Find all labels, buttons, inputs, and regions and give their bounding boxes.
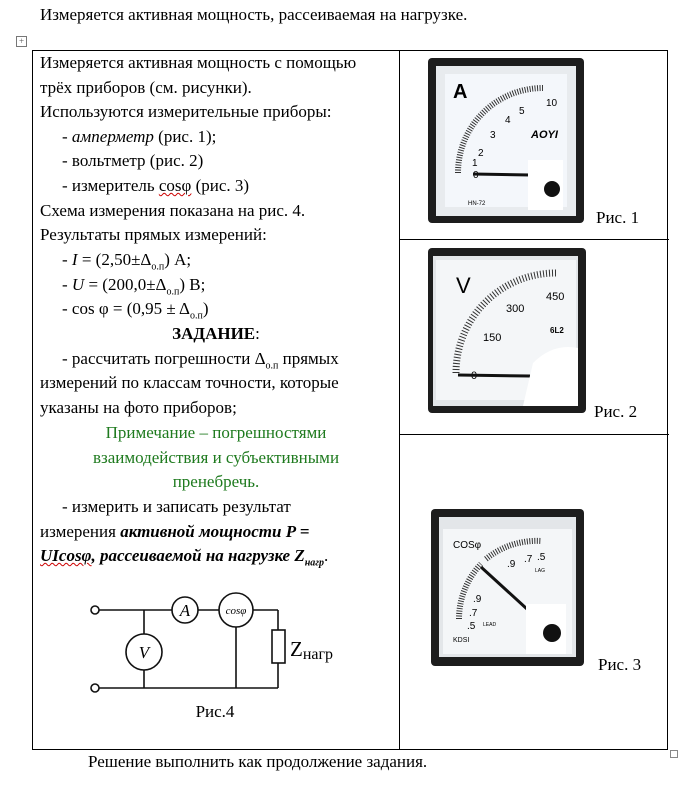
svg-text:3: 3 (490, 130, 496, 141)
load-label: Zнагр (290, 637, 334, 663)
text-line: - измеритель cosφ (рис. 3) (62, 176, 250, 195)
svg-text:2: 2 (478, 148, 484, 159)
text-line: - вольтметр (рис. 2) (62, 151, 204, 170)
table-move-handle[interactable]: + (16, 36, 27, 47)
figure-2-caption: Рис. 2 (594, 402, 638, 421)
closing-text: Решение выполнить как продолжение задания. (88, 752, 428, 771)
cosphi-meter-photo (431, 509, 584, 666)
text-line: Схема измерения показана на рис. 4. (40, 201, 306, 220)
svg-text:300: 300 (506, 303, 525, 315)
figure-4-caption: Рис.4 (195, 702, 235, 721)
intro-text: Измеряется активная мощность, рассеиваемая на нагрузке. (40, 5, 468, 24)
voltmeter-photo (428, 248, 586, 413)
svg-text:V: V (456, 273, 471, 298)
text-line: Используются измерительные приборы: (40, 102, 332, 121)
current-result: - $I = (2,50\pm\Delta_{о.п})$ А; (62, 250, 192, 273)
cosphi-label: cosφ (225, 605, 247, 617)
text-line: - рассчитать погрешности $\Delta_{о.п}$ прямых (62, 349, 339, 372)
voltage-result: - $U = (200,0\pm\Delta_{о.п})$ В; (62, 275, 206, 298)
svg-text:1: 1 (472, 158, 478, 169)
svg-text:10: 10 (546, 98, 558, 109)
text-line: указаны на фото приборов; (40, 398, 237, 417)
task-heading: ЗАДАНИЕ: (172, 324, 260, 343)
brand-logo: AOYI (531, 129, 558, 141)
note-line: взаимодействия и субъективными (92, 448, 340, 467)
svg-text:5: 5 (519, 106, 525, 117)
svg-text:.5: .5 (537, 552, 546, 563)
ammeter-label: A (179, 601, 191, 620)
svg-text:6L2: 6L2 (550, 326, 564, 335)
svg-text:.7: .7 (469, 608, 478, 619)
svg-text:.5: .5 (467, 621, 476, 632)
svg-text:450: 450 (546, 291, 565, 303)
input-terminal (91, 606, 99, 614)
voltmeter-label: V (138, 643, 150, 662)
svg-text:4: 4 (505, 115, 511, 126)
table-resize-handle[interactable] (670, 750, 678, 758)
text-line: - амперметр (рис. 1); (62, 127, 217, 146)
text-line: измерения активной мощности P = (40, 522, 310, 541)
text-line: трёх приборов (см. рисунки). (40, 78, 252, 97)
svg-text:COSφ: COSφ (453, 540, 482, 551)
svg-text:.9: .9 (473, 594, 482, 605)
cos-result: - $\cos \varphi = (0,95 \pm \Delta_{о.п})$ (62, 299, 209, 322)
load-resistor (272, 630, 285, 663)
ammeter-photo (428, 58, 584, 223)
svg-text:.9: .9 (507, 559, 516, 570)
figure-3-caption: Рис. 3 (598, 655, 642, 674)
input-terminal (91, 684, 99, 692)
note-line: пренебречь. (172, 472, 260, 491)
figure-1-caption: Рис. 1 (596, 208, 640, 227)
svg-text:KDSI: KDSI (453, 637, 470, 644)
svg-text:150: 150 (483, 332, 502, 344)
text-line: измерений по классам точности, которые (40, 373, 339, 392)
note-line: Примечание – погрешностями (105, 423, 327, 442)
svg-text:HN-72: HN-72 (468, 201, 486, 207)
svg-text:LEAD: LEAD (483, 622, 497, 628)
text-line: Измеряется активная мощность с помощью (40, 53, 357, 72)
text-line: Результаты прямых измерений: (40, 225, 267, 244)
svg-text:.7: .7 (524, 554, 533, 565)
text-line: UIcosφ, рассеиваемой на нагрузке $Z_{нагр}$. (40, 546, 329, 569)
svg-text:A: A (453, 81, 468, 103)
text-line: - измерить и записать результат (62, 497, 291, 516)
svg-text:LAG: LAG (535, 568, 546, 574)
